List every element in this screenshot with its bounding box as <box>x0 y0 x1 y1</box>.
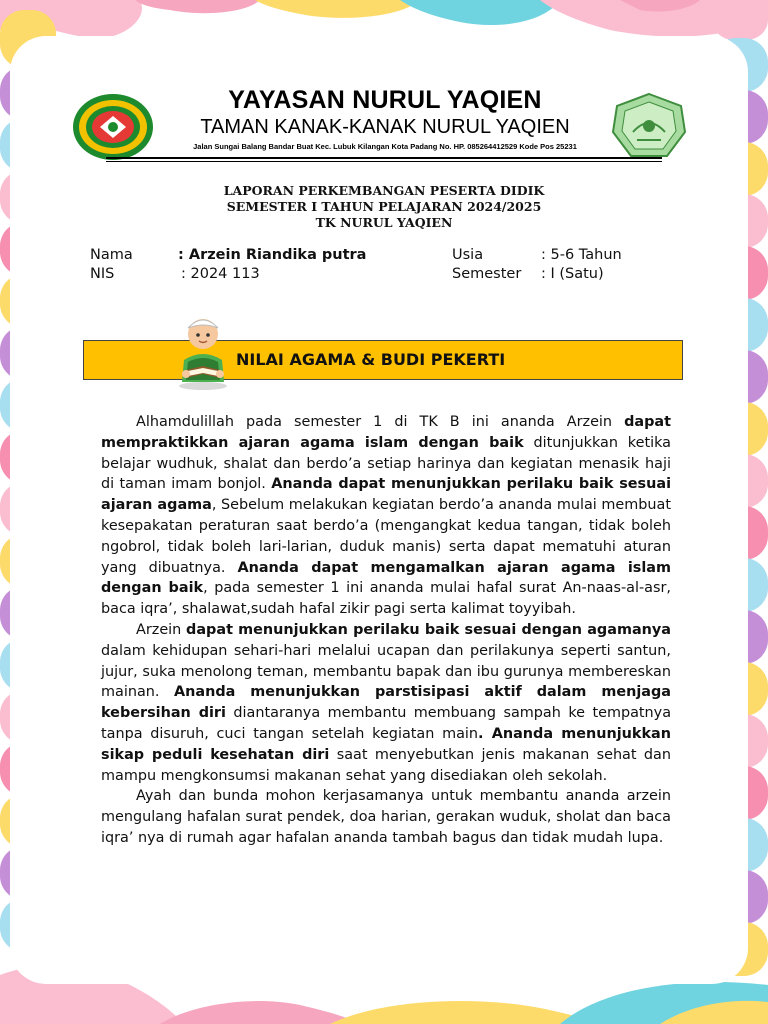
text-run: ditunjukkan ketika belajar wudhuk, shalat dan berdo’a setiap harinya dan kegiatan menasik haji di taman imam bonjol. <box>101 434 671 493</box>
paragraph <box>101 786 671 848</box>
section-banner <box>83 340 683 380</box>
text-run: Ayah dan bunda mohon kerjasamanya untuk membantu ananda arzein mengulang hafalan surat pendek, doa harian, gerakan wuduk, sholat dan baca iqra’ nya di rumah agar hafalan ananda tambah bagus dan tidak mudah lupa. <box>101 788 671 846</box>
name-label: Nama <box>90 247 133 263</box>
narrative-text <box>101 412 671 849</box>
paragraph <box>101 412 671 620</box>
bold-run: Ananda dapat menunjukkan perilaku baik sesuai ajaran agama <box>101 476 671 514</box>
text-run: , Sebelum melakukan kegiatan berdo’a ananda mulai membuat kesepakatan peraturan saat berdo’a (mengangkat kedua tangan, tidak boleh ngobrol, tidak boleh lari-larian, duduk manis) serta dapat mematuhi aturan yang dibuatnya. <box>101 497 671 576</box>
semester-label: Semester <box>452 266 522 282</box>
nis-value: : 2024 113 <box>181 266 260 282</box>
age-value: : 5-6 Tahun <box>541 247 622 263</box>
foundation-name: YAYASAN NURUL YAQIEN <box>228 86 542 114</box>
yayasan-seal-icon <box>70 92 156 162</box>
nis-label: NIS <box>90 266 115 282</box>
text-run: , pada semester 1 ini ananda mulai hafal surat An-naas-al-asr, baca iqra’, shalawat,sudah hafal zikir pagi serta kalimat toyyibah. <box>101 580 671 618</box>
age-label: Usia <box>452 247 484 263</box>
tk-crest-icon <box>611 92 687 160</box>
header-rule <box>106 157 662 159</box>
school-address: Jalan Sungai Balang Bandar Buat Kec. Lubuk Kilangan Kota Padang No. HP. 085264412529 Kode Pos 25231 <box>193 142 577 151</box>
bold-run: dapat mempraktikkan ajaran agama islam dengan baik <box>101 414 671 451</box>
name-value: : Arzein Riandika putra <box>178 247 367 263</box>
text-run: diantaranya membantu membuang sampah ke tempatnya tanpa disuruh, cuci tangan setelah kegiatan main <box>101 705 672 742</box>
report-semester: SEMESTER I TAHUN PELAJARAN 2024/2025 <box>226 199 542 214</box>
bold-run: dapat menunjukkan perilaku baik sesuai dengan agamanya <box>186 621 671 638</box>
section-title: NILAI AGAMA & BUDI PEKERTI <box>236 350 506 369</box>
text-run: dalam kehidupan sehari-hari melalui ucapan dan perilakunya seperti santun, jujur, suka menolong teman, membantu bapak dan ibu gurunya membereskan mainan. <box>101 642 671 701</box>
semester-value: : I (Satu) <box>541 266 604 282</box>
bold-run: Ananda menunjukkan parstisipasi aktif dalam menjaga kebersihan diri <box>101 684 671 722</box>
report-title: LAPORAN PERKEMBANGAN PESERTA DIDIK <box>223 183 545 198</box>
school-name: TAMAN KANAK-KANAK NURUL YAQIEN <box>200 116 570 138</box>
bold-run: Ananda dapat mengamalkan ajaran agama islam dengan baik <box>101 559 671 597</box>
bold-run: . Ananda menunjukkan sikap peduli kesehatan diri <box>101 725 671 763</box>
paragraph <box>101 620 671 786</box>
header-rule-thin <box>106 161 662 162</box>
boy-reading-quran-icon <box>174 308 232 390</box>
report-school: TK NURUL YAQIEN <box>315 215 453 230</box>
text-run: Arzein <box>136 621 187 638</box>
text-run: saat menyebutkan jenis makanan sehat dan mampu mengkonsumsi makanan sehat yang disediakan oleh sekolah. <box>101 746 671 784</box>
text-run: Alhamdulillah pada semester 1 di TK B ini ananda Arzein <box>136 414 625 430</box>
